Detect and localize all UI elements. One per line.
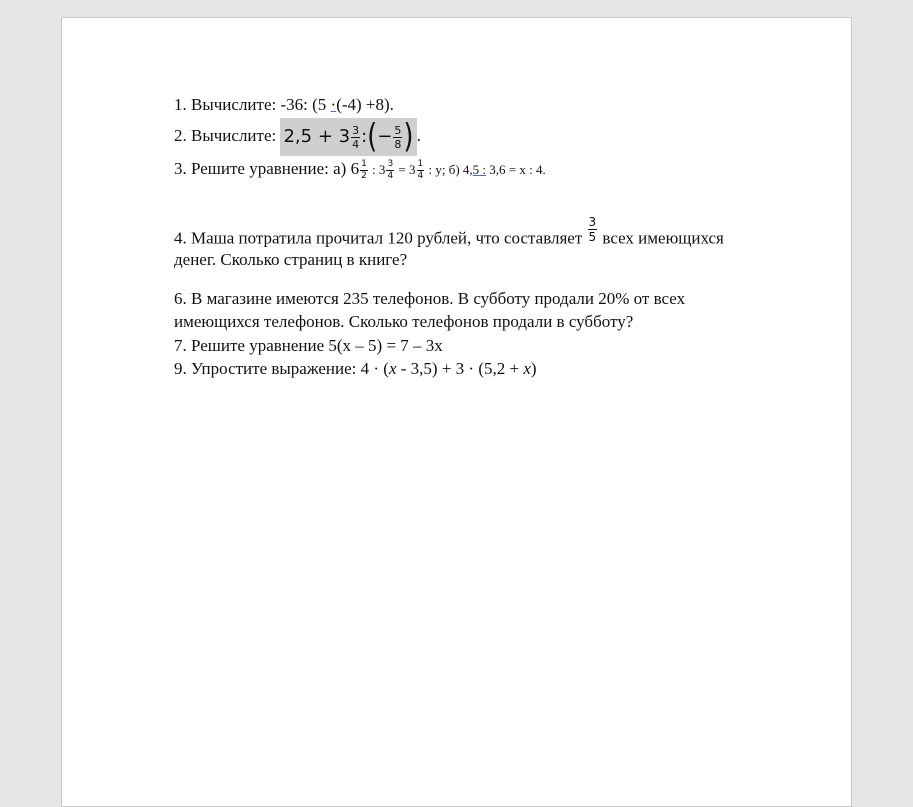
task-3-mid1: : 3 (368, 162, 386, 177)
task-6-question: имеющихся телефонов. Сколько телефонов продали в субботу? (174, 312, 634, 331)
frac-den: 2 (361, 170, 367, 181)
eq-close-paren: ) (403, 118, 414, 156)
task-2-text: 2. Вычислите: (174, 125, 281, 145)
task-9-text: 9. Упростите выражение: 4 · ( (174, 359, 389, 378)
task-7-text: 7. Решите уравнение 5(x – 5) = 7 – 3x (174, 336, 443, 355)
task-9 (174, 359, 537, 379)
frac-den: 5 (588, 230, 597, 244)
task-1-rest: (-4) +8). (336, 95, 394, 114)
task-1-dot: · (330, 95, 337, 114)
task-4-line-2 (174, 250, 407, 270)
task-9-end: ) (530, 359, 537, 378)
frac-num: 3 (387, 158, 394, 169)
task-2-equation (280, 118, 416, 156)
frac-3-4 (386, 160, 394, 181)
eq-colon: : (361, 126, 368, 147)
frac-num: 1 (417, 158, 424, 169)
task-4-line-1 (174, 215, 724, 253)
eq-minus: − (377, 126, 393, 147)
task-3 (174, 159, 546, 181)
task-6-text: 6. В магазине имеются 235 телефонов. В субботу продали 20% от всех (174, 289, 686, 308)
frac-den: 4 (417, 170, 424, 181)
task-1-text: 1. Вычислите: -36: (5 (174, 95, 331, 114)
frac-1-2 (360, 160, 368, 181)
task-1 (174, 95, 394, 115)
task-3-tail: 3,6 = x : 4. (486, 162, 546, 177)
task-2-period: . (416, 125, 421, 145)
task-4-text-end: всех имеющихся (598, 228, 724, 248)
task-7 (174, 336, 443, 356)
task-9-mid: - 3,5) + 3 · (5,2 + (396, 359, 524, 378)
frac-den: 8 (394, 137, 402, 151)
eq-whole: 2,5 + 3 (283, 126, 351, 147)
eq-frac-3-4 (351, 125, 360, 150)
document-page (61, 17, 852, 807)
task-3-mid2: = 3 (395, 162, 416, 177)
frac-num: 3 (352, 123, 360, 137)
frac-den: 4 (352, 137, 360, 151)
task-9-var-x: x (523, 359, 531, 378)
frac-3-5 (588, 216, 598, 243)
task-4-text: 4. Маша потратила прочитал 120 рублей, что составляет (174, 228, 587, 248)
frac-num: 1 (361, 158, 367, 169)
eq-open-paren: ( (367, 118, 378, 156)
task-6-line-1 (174, 289, 685, 309)
eq-frac-5-8 (393, 125, 402, 150)
frac-num: 3 (588, 215, 597, 229)
frac-num: 5 (394, 123, 402, 137)
task-3-underlined: 5 : (472, 162, 487, 177)
task-9-var-x: x (388, 359, 397, 378)
frac-1-4 (417, 160, 425, 181)
task-3-mid3: : y; б) 4, (425, 162, 473, 177)
task-6-line-2 (174, 312, 633, 332)
task-4-question: денег. Сколько страниц в книге? (174, 250, 408, 269)
frac-den: 4 (387, 170, 394, 181)
task-3-text: 3. Решите уравнение: а) 6 (174, 159, 360, 178)
task-2 (174, 118, 421, 156)
